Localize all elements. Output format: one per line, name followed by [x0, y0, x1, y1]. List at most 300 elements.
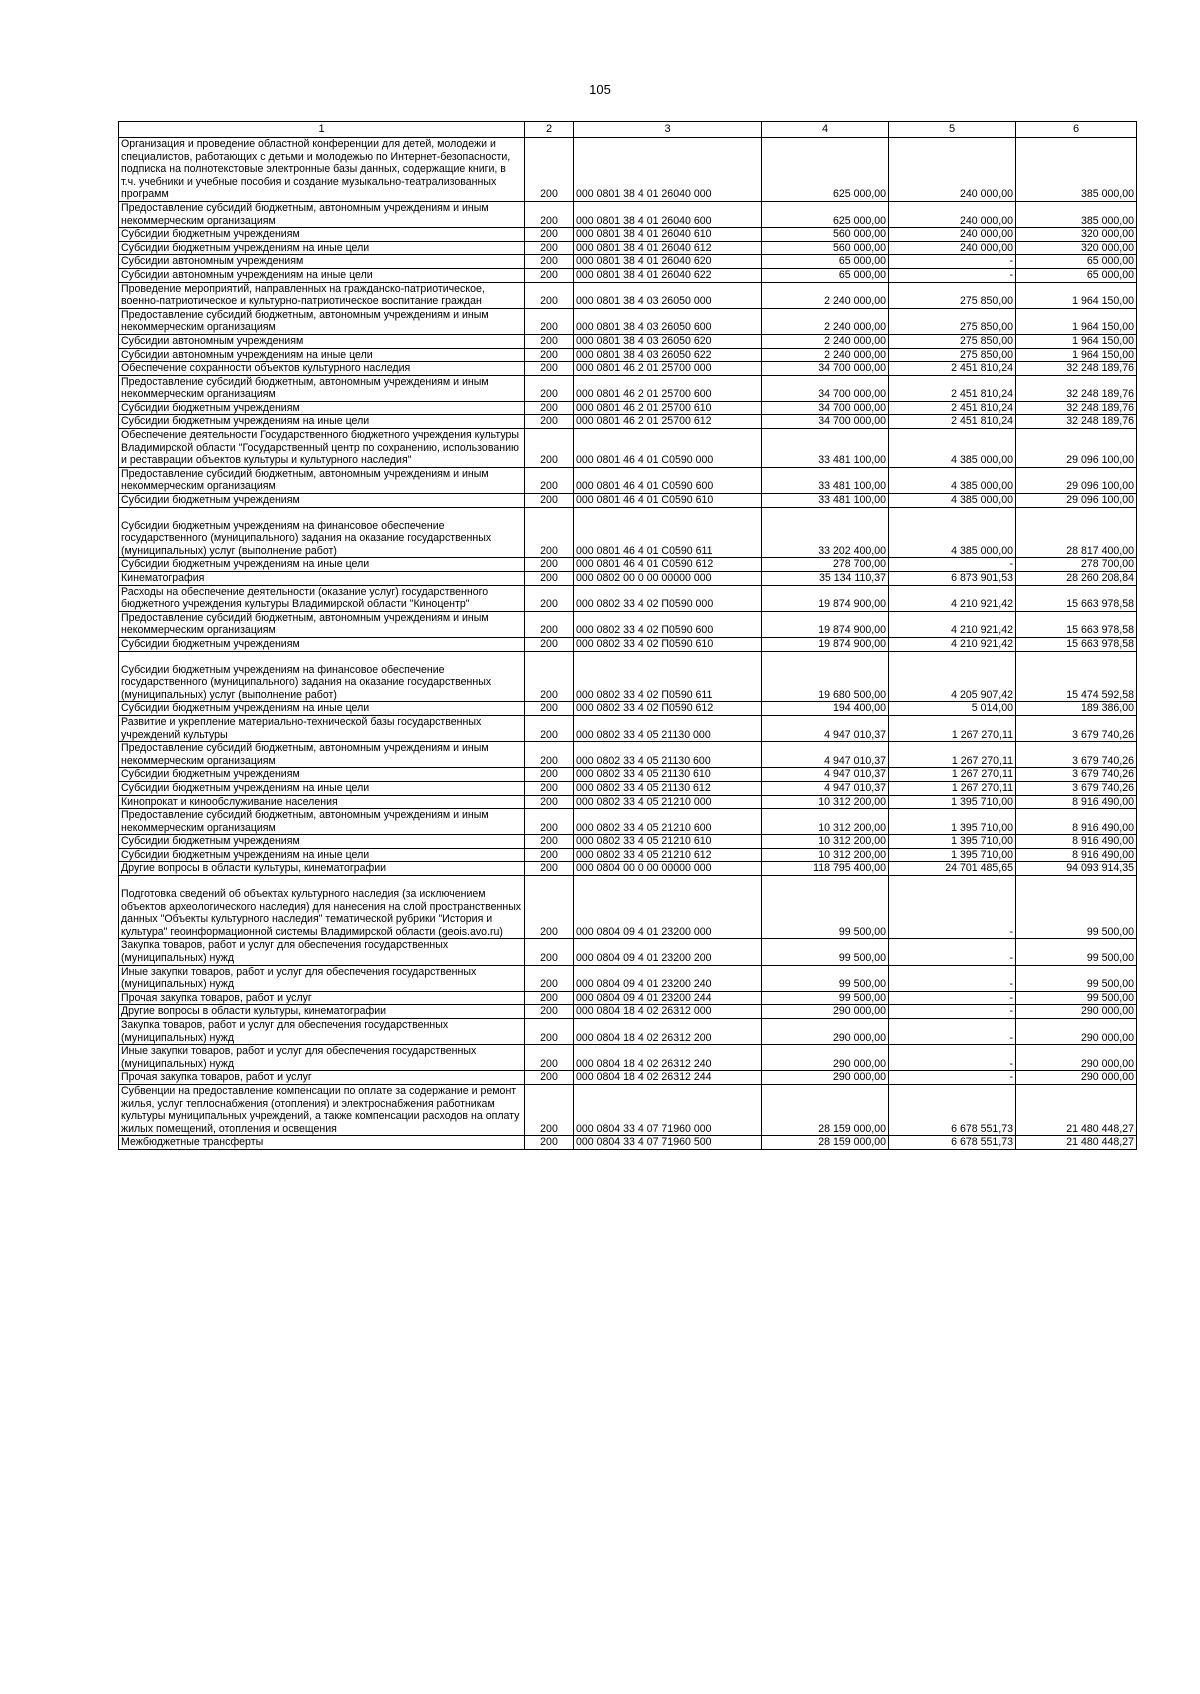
row-budget-code: 000 0804 00 0 00 00000 000 — [574, 862, 762, 876]
row-remaining-amount: 320 000,00 — [1016, 241, 1137, 255]
row-budget-code: 000 0801 46 2 01 25700 000 — [574, 362, 762, 376]
table-row — [119, 781, 1137, 795]
row-approved-amount: 2 240 000,00 — [762, 348, 889, 362]
column-header: 6 — [1016, 122, 1137, 138]
row-remaining-amount: 1 964 150,00 — [1016, 282, 1137, 308]
row-remaining-amount: 32 248 189,76 — [1016, 362, 1137, 376]
row-remaining-amount: 21 480 448,27 — [1016, 1084, 1137, 1135]
row-approved-amount: 625 000,00 — [762, 201, 889, 227]
row-executed-amount: - — [889, 558, 1016, 572]
row-approved-amount: 118 795 400,00 — [762, 862, 889, 876]
table-row — [119, 1071, 1137, 1085]
row-budget-code: 000 0804 18 4 02 26312 000 — [574, 1005, 762, 1019]
row-executed-amount: 6 873 901,53 — [889, 572, 1016, 586]
row-budget-code: 000 0804 33 4 07 71960 500 — [574, 1136, 762, 1150]
row-executed-amount: 240 000,00 — [889, 138, 1016, 202]
row-remaining-amount: 8 916 490,00 — [1016, 848, 1137, 862]
row-remaining-amount: 385 000,00 — [1016, 201, 1137, 227]
row-remaining-amount: 3 679 740,26 — [1016, 768, 1137, 782]
row-admin-code: 200 — [525, 308, 574, 334]
row-executed-amount: 2 451 810,24 — [889, 375, 1016, 401]
row-description: Субсидии бюджетным учреждениям — [119, 768, 525, 782]
row-budget-code: 000 0802 33 4 05 21210 600 — [574, 809, 762, 835]
row-executed-amount: 1 267 270,11 — [889, 742, 1016, 768]
row-remaining-amount: 29 096 100,00 — [1016, 494, 1137, 508]
row-remaining-amount: 8 916 490,00 — [1016, 835, 1137, 849]
row-budget-code: 000 0802 33 4 02 П0590 610 — [574, 637, 762, 651]
row-admin-code: 200 — [525, 362, 574, 376]
row-remaining-amount: 15 663 978,58 — [1016, 637, 1137, 651]
row-budget-code: 000 0802 33 4 02 П0590 612 — [574, 702, 762, 716]
row-approved-amount: 34 700 000,00 — [762, 375, 889, 401]
row-description: Субсидии бюджетным учреждениям на иные цели — [119, 241, 525, 255]
table-row — [119, 241, 1137, 255]
row-admin-code: 200 — [525, 1071, 574, 1085]
row-budget-code: 000 0804 09 4 01 23200 200 — [574, 939, 762, 965]
row-description: Прочая закупка товаров, работ и услуг — [119, 991, 525, 1005]
row-approved-amount: 19 680 500,00 — [762, 651, 889, 702]
row-admin-code: 200 — [525, 334, 574, 348]
row-remaining-amount: 1 964 150,00 — [1016, 334, 1137, 348]
row-approved-amount: 99 500,00 — [762, 939, 889, 965]
row-budget-code: 000 0801 46 4 01 С0590 600 — [574, 467, 762, 493]
table-row — [119, 467, 1137, 493]
table-row — [119, 585, 1137, 611]
table-row — [119, 1019, 1137, 1045]
row-executed-amount: 1 267 270,11 — [889, 715, 1016, 741]
row-description: Предоставление субсидий бюджетным, автономным учреждениям и иным некоммерческим организациям — [119, 742, 525, 768]
table-row — [119, 429, 1137, 468]
row-executed-amount: 4 385 000,00 — [889, 507, 1016, 558]
row-admin-code: 200 — [525, 282, 574, 308]
row-remaining-amount: 278 700,00 — [1016, 558, 1137, 572]
table-row — [119, 848, 1137, 862]
row-remaining-amount: 32 248 189,76 — [1016, 401, 1137, 415]
row-executed-amount: - — [889, 939, 1016, 965]
row-executed-amount: 1 395 710,00 — [889, 809, 1016, 835]
row-budget-code: 000 0802 33 4 02 П0590 611 — [574, 651, 762, 702]
table-row — [119, 1136, 1137, 1150]
row-executed-amount: - — [889, 1045, 1016, 1071]
row-remaining-amount: 15 663 978,58 — [1016, 585, 1137, 611]
row-budget-code: 000 0804 33 4 07 71960 000 — [574, 1084, 762, 1135]
page-number: 105 — [589, 82, 611, 97]
row-admin-code: 200 — [525, 715, 574, 741]
row-description: Прочая закупка товаров, работ и услуг — [119, 1071, 525, 1085]
row-admin-code: 200 — [525, 611, 574, 637]
row-description: Субсидии бюджетным учреждениям — [119, 494, 525, 508]
row-executed-amount: - — [889, 876, 1016, 939]
row-budget-code: 000 0801 46 4 01 С0590 610 — [574, 494, 762, 508]
row-approved-amount: 33 481 100,00 — [762, 467, 889, 493]
row-approved-amount: 290 000,00 — [762, 1071, 889, 1085]
row-admin-code: 200 — [525, 348, 574, 362]
column-header: 3 — [574, 122, 762, 138]
row-executed-amount: 4 205 907,42 — [889, 651, 1016, 702]
row-description: Субсидии бюджетным учреждениям на финансовое обеспечение государственного (муниципального) задания на оказание государственных (муниципальных) услуг (выполнение работ) — [119, 651, 525, 702]
column-header: 1 — [119, 122, 525, 138]
row-admin-code: 200 — [525, 848, 574, 862]
row-budget-code: 000 0802 33 4 05 21130 000 — [574, 715, 762, 741]
row-remaining-amount: 99 500,00 — [1016, 991, 1137, 1005]
row-description: Обеспечение сохранности объектов культурного наследия — [119, 362, 525, 376]
row-remaining-amount: 290 000,00 — [1016, 1045, 1137, 1071]
row-admin-code: 200 — [525, 939, 574, 965]
table-row — [119, 742, 1137, 768]
row-remaining-amount: 99 500,00 — [1016, 876, 1137, 939]
row-budget-code: 000 0801 38 4 01 26040 600 — [574, 201, 762, 227]
row-description: Субсидии бюджетным учреждениям на иные цели — [119, 415, 525, 429]
table-row — [119, 795, 1137, 809]
row-description: Предоставление субсидий бюджетным, автономным учреждениям и иным некоммерческим организациям — [119, 201, 525, 227]
table-row — [119, 768, 1137, 782]
row-remaining-amount: 290 000,00 — [1016, 1019, 1137, 1045]
row-approved-amount: 10 312 200,00 — [762, 809, 889, 835]
row-budget-code: 000 0801 46 4 01 С0590 612 — [574, 558, 762, 572]
table-row — [119, 809, 1137, 835]
row-approved-amount: 560 000,00 — [762, 228, 889, 242]
row-budget-code: 000 0801 38 4 03 26050 622 — [574, 348, 762, 362]
row-budget-code: 000 0801 46 2 01 25700 612 — [574, 415, 762, 429]
row-admin-code: 200 — [525, 585, 574, 611]
row-remaining-amount: 29 096 100,00 — [1016, 429, 1137, 468]
row-approved-amount: 194 400,00 — [762, 702, 889, 716]
row-executed-amount: 1 395 710,00 — [889, 835, 1016, 849]
row-executed-amount: 1 267 270,11 — [889, 768, 1016, 782]
row-executed-amount: - — [889, 991, 1016, 1005]
row-admin-code: 200 — [525, 1045, 574, 1071]
row-description: Субсидии бюджетным учреждениям — [119, 835, 525, 849]
row-executed-amount: - — [889, 1071, 1016, 1085]
row-approved-amount: 10 312 200,00 — [762, 848, 889, 862]
table-row — [119, 611, 1137, 637]
row-description: Подготовка сведений об объектах культурного наследия (за исключением объектов археологического наследия) для нанесения на слой пространственных данных "Объекты культурного наследия" тематической рубрики "История и культура" геоинформационной системы Владимирской области (geois.avo.ru) — [119, 876, 525, 939]
row-executed-amount: - — [889, 255, 1016, 269]
row-approved-amount: 65 000,00 — [762, 268, 889, 282]
row-budget-code: 000 0802 33 4 02 П0590 000 — [574, 585, 762, 611]
table-row — [119, 651, 1137, 702]
row-admin-code: 200 — [525, 375, 574, 401]
row-approved-amount: 34 700 000,00 — [762, 401, 889, 415]
row-remaining-amount: 99 500,00 — [1016, 965, 1137, 991]
table-row — [119, 1084, 1137, 1135]
row-admin-code: 200 — [525, 138, 574, 202]
table-row — [119, 282, 1137, 308]
row-remaining-amount: 1 964 150,00 — [1016, 348, 1137, 362]
row-admin-code: 200 — [525, 781, 574, 795]
row-remaining-amount: 385 000,00 — [1016, 138, 1137, 202]
row-description: Предоставление субсидий бюджетным, автономным учреждениям и иным некоммерческим организациям — [119, 308, 525, 334]
row-executed-amount: 24 701 485,65 — [889, 862, 1016, 876]
row-remaining-amount: 8 916 490,00 — [1016, 809, 1137, 835]
row-admin-code: 200 — [525, 429, 574, 468]
row-executed-amount: 275 850,00 — [889, 334, 1016, 348]
row-approved-amount: 10 312 200,00 — [762, 835, 889, 849]
table-row — [119, 991, 1137, 1005]
row-approved-amount: 10 312 200,00 — [762, 795, 889, 809]
row-admin-code: 200 — [525, 862, 574, 876]
table-row — [119, 255, 1137, 269]
table-row — [119, 334, 1137, 348]
row-executed-amount: 1 267 270,11 — [889, 781, 1016, 795]
row-remaining-amount: 3 679 740,26 — [1016, 742, 1137, 768]
row-approved-amount: 290 000,00 — [762, 1005, 889, 1019]
row-admin-code: 200 — [525, 1019, 574, 1045]
row-approved-amount: 28 159 000,00 — [762, 1136, 889, 1150]
row-remaining-amount: 1 964 150,00 — [1016, 308, 1137, 334]
row-budget-code: 000 0801 38 4 03 26050 620 — [574, 334, 762, 348]
row-description: Развитие и укрепление материально-технической базы государственных учреждений культуры — [119, 715, 525, 741]
row-budget-code: 000 0802 33 4 05 21130 600 — [574, 742, 762, 768]
budget-table — [118, 121, 1137, 1150]
row-approved-amount: 4 947 010,37 — [762, 715, 889, 741]
row-description: Субсидии бюджетным учреждениям — [119, 401, 525, 415]
row-admin-code: 200 — [525, 637, 574, 651]
row-executed-amount: 4 385 000,00 — [889, 429, 1016, 468]
row-admin-code: 200 — [525, 651, 574, 702]
table-row — [119, 375, 1137, 401]
row-description: Другие вопросы в области культуры, кинематографии — [119, 1005, 525, 1019]
row-executed-amount: 240 000,00 — [889, 241, 1016, 255]
row-approved-amount: 2 240 000,00 — [762, 308, 889, 334]
table-row — [119, 268, 1137, 282]
row-description: Субсидии бюджетным учреждениям — [119, 228, 525, 242]
row-description: Закупка товаров, работ и услуг для обеспечения государственных (муниципальных) нужд — [119, 1019, 525, 1045]
row-description: Проведение мероприятий, направленных на гражданско-патриотическое, военно-патриотическое и культурно-патриотическое воспитание граждан — [119, 282, 525, 308]
row-remaining-amount: 32 248 189,76 — [1016, 415, 1137, 429]
row-remaining-amount: 15 663 978,58 — [1016, 611, 1137, 637]
row-executed-amount: 4 385 000,00 — [889, 494, 1016, 508]
row-approved-amount: 35 134 110,37 — [762, 572, 889, 586]
row-approved-amount: 33 481 100,00 — [762, 494, 889, 508]
row-remaining-amount: 94 093 914,35 — [1016, 862, 1137, 876]
row-budget-code: 000 0801 38 4 01 26040 610 — [574, 228, 762, 242]
row-budget-code: 000 0802 00 0 00 00000 000 — [574, 572, 762, 586]
row-budget-code: 000 0802 33 4 05 21210 612 — [574, 848, 762, 862]
row-description: Иные закупки товаров, работ и услуг для обеспечения государственных (муниципальных) нужд — [119, 965, 525, 991]
row-budget-code: 000 0801 46 2 01 25700 600 — [574, 375, 762, 401]
row-remaining-amount: 3 679 740,26 — [1016, 715, 1137, 741]
row-description: Предоставление субсидий бюджетным, автономным учреждениям и иным некоммерческим организациям — [119, 809, 525, 835]
row-budget-code: 000 0802 33 4 05 21210 000 — [574, 795, 762, 809]
table-row — [119, 835, 1137, 849]
row-executed-amount: 6 678 551,73 — [889, 1136, 1016, 1150]
row-description: Субсидии бюджетным учреждениям на финансовое обеспечение государственного (муниципального) задания на оказание государственных (муниципальных) услуг (выполнение работ) — [119, 507, 525, 558]
column-header: 2 — [525, 122, 574, 138]
table-row — [119, 1005, 1137, 1019]
row-approved-amount: 65 000,00 — [762, 255, 889, 269]
row-description: Субсидии автономным учреждениям — [119, 334, 525, 348]
row-description: Кинематография — [119, 572, 525, 586]
row-budget-code: 000 0804 09 4 01 23200 244 — [574, 991, 762, 1005]
row-remaining-amount: 8 916 490,00 — [1016, 795, 1137, 809]
row-approved-amount: 28 159 000,00 — [762, 1084, 889, 1135]
row-approved-amount: 99 500,00 — [762, 991, 889, 1005]
row-budget-code: 000 0802 33 4 02 П0590 600 — [574, 611, 762, 637]
row-executed-amount: - — [889, 1019, 1016, 1045]
row-admin-code: 200 — [525, 268, 574, 282]
row-description: Закупка товаров, работ и услуг для обеспечения государственных (муниципальных) нужд — [119, 939, 525, 965]
row-remaining-amount: 28 260 208,84 — [1016, 572, 1137, 586]
table-row — [119, 401, 1137, 415]
row-executed-amount: 4 210 921,42 — [889, 637, 1016, 651]
row-description: Организация и проведение областной конференции для детей, молодежи и специалистов, работающих с детьми и молодежью по Интернет-безопасности, подписка на полнотекстовые электронные базы данных, содержащие книги, в т.ч. учебники и учебные пособия и создание музыкально-театрализованных программ — [119, 138, 525, 202]
row-remaining-amount: 189 386,00 — [1016, 702, 1137, 716]
table-row — [119, 362, 1137, 376]
table-row — [119, 494, 1137, 508]
row-description: Обеспечение деятельности Государственного бюджетного учреждения культуры Владимирской области "Государственный центр по сохранению, использованию и реставрации объектов культуры и культурного наследия" — [119, 429, 525, 468]
table-row — [119, 558, 1137, 572]
table-row — [119, 1045, 1137, 1071]
row-admin-code: 200 — [525, 228, 574, 242]
row-approved-amount: 33 202 400,00 — [762, 507, 889, 558]
row-description: Иные закупки товаров, работ и услуг для обеспечения государственных (муниципальных) нужд — [119, 1045, 525, 1071]
row-description: Субсидии бюджетным учреждениям на иные цели — [119, 781, 525, 795]
row-description: Субсидии бюджетным учреждениям на иные цели — [119, 558, 525, 572]
table-row — [119, 965, 1137, 991]
table-row — [119, 637, 1137, 651]
row-admin-code: 200 — [525, 795, 574, 809]
row-executed-amount: 1 395 710,00 — [889, 795, 1016, 809]
row-remaining-amount: 29 096 100,00 — [1016, 467, 1137, 493]
row-admin-code: 200 — [525, 702, 574, 716]
row-budget-code: 000 0801 38 4 03 26050 600 — [574, 308, 762, 334]
row-description: Субвенции на предоставление компенсации по оплате за содержание и ремонт жилья, услуг теплоснабжения (отопления) и электроснабжения работникам культуры муниципальных учреждений, а также компенсации расходов на оплату жилых помещений, отопления и освещения — [119, 1084, 525, 1135]
row-approved-amount: 99 500,00 — [762, 965, 889, 991]
row-budget-code: 000 0802 33 4 05 21130 610 — [574, 768, 762, 782]
row-description: Предоставление субсидий бюджетным, автономным учреждениям и иным некоммерческим организациям — [119, 467, 525, 493]
row-executed-amount: 4 385 000,00 — [889, 467, 1016, 493]
row-approved-amount: 99 500,00 — [762, 876, 889, 939]
row-remaining-amount: 32 248 189,76 — [1016, 375, 1137, 401]
row-admin-code: 200 — [525, 572, 574, 586]
row-admin-code: 200 — [525, 1005, 574, 1019]
row-executed-amount: 275 850,00 — [889, 308, 1016, 334]
row-approved-amount: 2 240 000,00 — [762, 282, 889, 308]
row-remaining-amount: 290 000,00 — [1016, 1005, 1137, 1019]
row-executed-amount: 275 850,00 — [889, 348, 1016, 362]
table-row — [119, 939, 1137, 965]
row-executed-amount: 4 210 921,42 — [889, 611, 1016, 637]
table-header-row — [119, 122, 1137, 138]
row-remaining-amount: 65 000,00 — [1016, 255, 1137, 269]
row-executed-amount: - — [889, 268, 1016, 282]
row-description: Предоставление субсидий бюджетным, автономным учреждениям и иным некоммерческим организациям — [119, 611, 525, 637]
row-budget-code: 000 0801 46 4 01 С0590 000 — [574, 429, 762, 468]
row-description: Межбюджетные трансферты — [119, 1136, 525, 1150]
row-executed-amount: 240 000,00 — [889, 201, 1016, 227]
row-admin-code: 200 — [525, 835, 574, 849]
row-admin-code: 200 — [525, 1084, 574, 1135]
row-budget-code: 000 0804 18 4 02 26312 244 — [574, 1071, 762, 1085]
row-approved-amount: 19 874 900,00 — [762, 611, 889, 637]
table-row — [119, 507, 1137, 558]
table-row — [119, 228, 1137, 242]
row-admin-code: 200 — [525, 768, 574, 782]
row-remaining-amount: 15 474 592,58 — [1016, 651, 1137, 702]
table-row — [119, 348, 1137, 362]
row-executed-amount: 1 395 710,00 — [889, 848, 1016, 862]
row-approved-amount: 19 874 900,00 — [762, 585, 889, 611]
row-admin-code: 200 — [525, 558, 574, 572]
row-remaining-amount: 21 480 448,27 — [1016, 1136, 1137, 1150]
table-row — [119, 715, 1137, 741]
row-remaining-amount: 3 679 740,26 — [1016, 781, 1137, 795]
row-budget-code: 000 0801 46 4 01 С0590 611 — [574, 507, 762, 558]
row-executed-amount: - — [889, 1005, 1016, 1019]
table-row — [119, 702, 1137, 716]
row-admin-code: 200 — [525, 415, 574, 429]
row-executed-amount: 6 678 551,73 — [889, 1084, 1016, 1135]
row-approved-amount: 4 947 010,37 — [762, 768, 889, 782]
row-executed-amount: - — [889, 965, 1016, 991]
row-remaining-amount: 65 000,00 — [1016, 268, 1137, 282]
row-admin-code: 200 — [525, 401, 574, 415]
column-header: 5 — [889, 122, 1016, 138]
row-approved-amount: 33 481 100,00 — [762, 429, 889, 468]
table-row — [119, 572, 1137, 586]
row-executed-amount: 2 451 810,24 — [889, 415, 1016, 429]
row-budget-code: 000 0804 18 4 02 26312 240 — [574, 1045, 762, 1071]
row-budget-code: 000 0801 38 4 01 26040 622 — [574, 268, 762, 282]
row-budget-code: 000 0801 46 2 01 25700 610 — [574, 401, 762, 415]
row-executed-amount: 2 451 810,24 — [889, 362, 1016, 376]
row-budget-code: 000 0801 38 4 01 26040 000 — [574, 138, 762, 202]
column-header: 4 — [762, 122, 889, 138]
row-approved-amount: 4 947 010,37 — [762, 781, 889, 795]
row-approved-amount: 625 000,00 — [762, 138, 889, 202]
row-approved-amount: 4 947 010,37 — [762, 742, 889, 768]
row-description: Субсидии автономным учреждениям на иные цели — [119, 268, 525, 282]
row-approved-amount: 19 874 900,00 — [762, 637, 889, 651]
table-row — [119, 876, 1137, 939]
row-description: Расходы на обеспечение деятельности (оказание услуг) государственного бюджетного учреждения культуры Владимирской области "Киноцентр" — [119, 585, 525, 611]
row-admin-code: 200 — [525, 876, 574, 939]
table-row — [119, 308, 1137, 334]
row-budget-code: 000 0802 33 4 05 21130 612 — [574, 781, 762, 795]
row-approved-amount: 34 700 000,00 — [762, 362, 889, 376]
row-admin-code: 200 — [525, 1136, 574, 1150]
row-remaining-amount: 320 000,00 — [1016, 228, 1137, 242]
row-approved-amount: 34 700 000,00 — [762, 415, 889, 429]
row-approved-amount: 290 000,00 — [762, 1019, 889, 1045]
row-executed-amount: 275 850,00 — [889, 282, 1016, 308]
row-budget-code: 000 0801 38 4 01 26040 620 — [574, 255, 762, 269]
row-executed-amount: 2 451 810,24 — [889, 401, 1016, 415]
row-description: Субсидии бюджетным учреждениям — [119, 637, 525, 651]
table-row — [119, 201, 1137, 227]
row-executed-amount: 240 000,00 — [889, 228, 1016, 242]
row-description: Субсидии бюджетным учреждениям на иные цели — [119, 702, 525, 716]
row-description: Субсидии бюджетным учреждениям на иные цели — [119, 848, 525, 862]
row-approved-amount: 278 700,00 — [762, 558, 889, 572]
row-description: Субсидии автономным учреждениям на иные цели — [119, 348, 525, 362]
row-budget-code: 000 0804 09 4 01 23200 240 — [574, 965, 762, 991]
row-budget-code: 000 0801 38 4 03 26050 000 — [574, 282, 762, 308]
row-approved-amount: 560 000,00 — [762, 241, 889, 255]
row-description: Предоставление субсидий бюджетным, автономным учреждениям и иным некоммерческим организациям — [119, 375, 525, 401]
row-remaining-amount: 290 000,00 — [1016, 1071, 1137, 1085]
row-budget-code: 000 0802 33 4 05 21210 610 — [574, 835, 762, 849]
row-remaining-amount: 99 500,00 — [1016, 939, 1137, 965]
row-executed-amount: 4 210 921,42 — [889, 585, 1016, 611]
row-admin-code: 200 — [525, 965, 574, 991]
row-approved-amount: 290 000,00 — [762, 1045, 889, 1071]
row-description: Кинопрокат и кинообслуживание населения — [119, 795, 525, 809]
row-description: Субсидии автономным учреждениям — [119, 255, 525, 269]
table-row — [119, 415, 1137, 429]
row-admin-code: 200 — [525, 494, 574, 508]
